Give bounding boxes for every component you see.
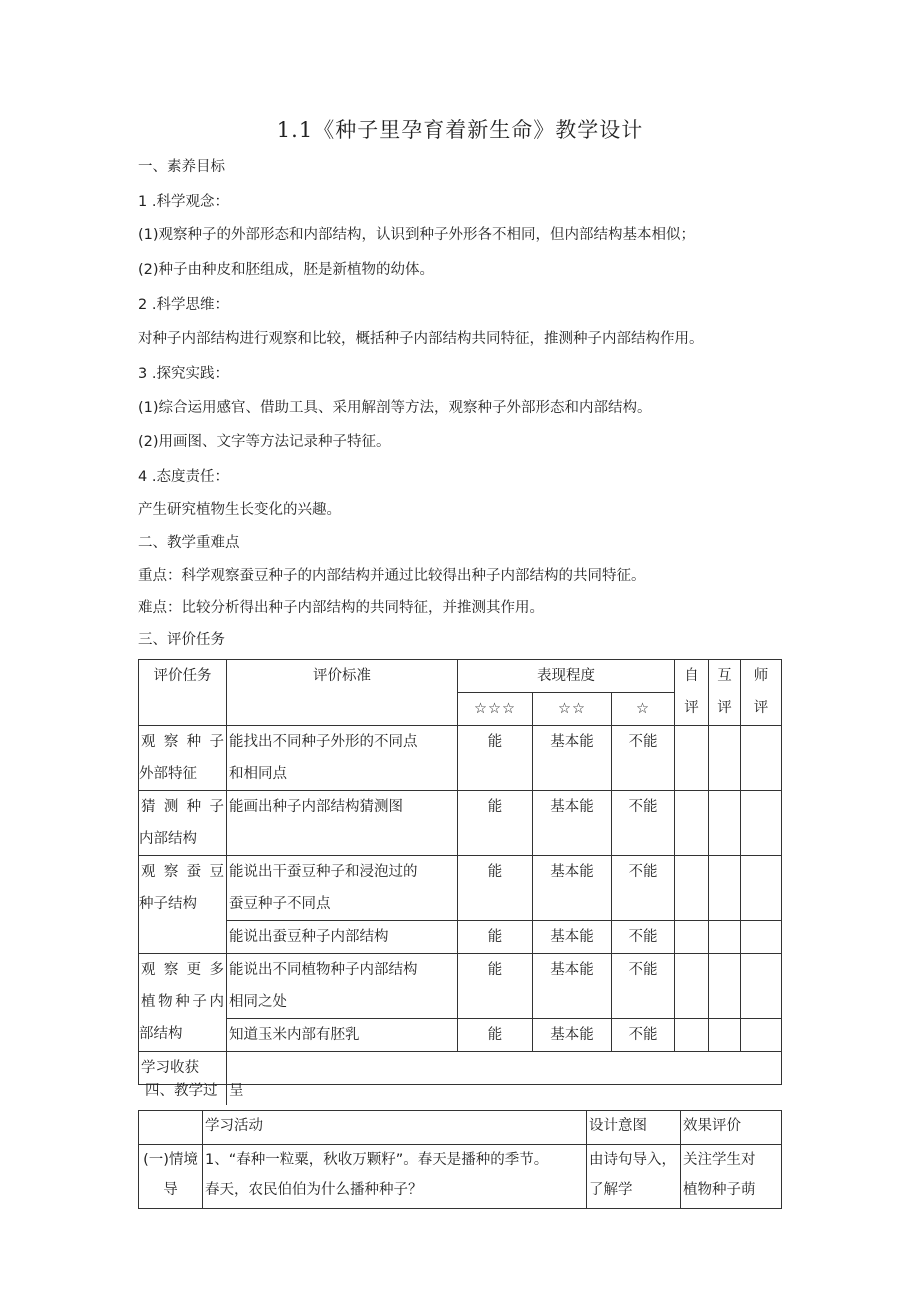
criteria-cell: 能画出种子内部结构猜测图 <box>227 791 458 856</box>
header-cell: 效果评价 <box>681 1111 782 1145</box>
header-cell: 学习活动 <box>203 1111 587 1145</box>
section-heading-4: 四、教学过 <box>145 1083 218 1099</box>
level-cell: 能 <box>458 856 533 921</box>
level-cell: 能 <box>458 921 533 954</box>
level-cell: 能 <box>458 1019 533 1052</box>
level-cell: 不能 <box>612 921 675 954</box>
paragraph: 对种子内部结构进行观察和比较，概括种子内部结构共同特征，推测种子内部结构作用。 <box>138 331 704 347</box>
gain-content-cell <box>227 1052 782 1085</box>
intent-cell: 由诗句导入， 了解学 <box>587 1145 681 1209</box>
level-cell: 不能 <box>612 791 675 856</box>
stage-cell: (一)情境 导 <box>139 1145 203 1209</box>
level-cell: 不能 <box>612 1019 675 1052</box>
level-cell: 基本能 <box>533 726 612 791</box>
section-heading-4-tail: 呈 <box>226 1081 244 1105</box>
star-cell: ☆ <box>612 693 675 726</box>
criteria-cell: 知道玉米内部有胚乳 <box>227 1019 458 1052</box>
level-cell: 基本能 <box>533 1019 612 1052</box>
header-cell: 设计意图 <box>587 1111 681 1145</box>
paragraph: 重点：科学观察蚕豆种子的内部结构并通过比较得出种子内部结构的共同特征。 <box>138 568 646 584</box>
header-cell: 互 评 <box>709 660 741 726</box>
star-cell: ☆☆☆ <box>458 693 533 726</box>
table-row <box>139 921 782 954</box>
header-cell <box>139 1111 203 1145</box>
section-heading-3: 三、评价任务 <box>138 632 225 648</box>
table-row <box>139 1019 782 1052</box>
level-cell: 基本能 <box>533 954 612 1019</box>
table-row <box>139 856 782 921</box>
subheading-2: 2 .科学思维： <box>138 297 229 313</box>
task-cell: 观察更多 植物种子内 部结构 <box>139 954 227 1052</box>
header-cell: 评价标准 <box>227 660 458 726</box>
paragraph: (2)用画图、文字等方法记录种子特征。 <box>138 434 391 450</box>
level-cell: 不能 <box>612 954 675 1019</box>
activity-cell: 1、“春种一粒粟，秋收万颗籽”。春天是播种的季节。 春天，农民伯伯为什么播种种子？ <box>203 1145 587 1209</box>
task-cell: 观察蚕豆 种子结构 <box>139 856 227 954</box>
table-row <box>139 660 782 693</box>
task-cell: 观察种子 外部特征 <box>139 726 227 791</box>
level-cell: 能 <box>458 726 533 791</box>
paragraph: (2)种子由种皮和胚组成，胚是新植物的幼体。 <box>138 262 435 278</box>
table-row <box>139 726 782 791</box>
criteria-cell: 能说出干蚕豆种子和浸泡过的 蚕豆种子不同点 <box>227 856 458 921</box>
level-cell: 基本能 <box>533 791 612 856</box>
subheading-3: 3 .探究实践： <box>138 366 229 382</box>
star-cell: ☆☆ <box>533 693 612 726</box>
section-heading-1: 一、素养目标 <box>138 159 225 175</box>
criteria-cell: 能说出不同植物种子内部结构 相同之处 <box>227 954 458 1019</box>
paragraph: (1)综合运用感官、借助工具、采用解剖等方法，观察种子外部形态和内部结构。 <box>138 400 652 416</box>
level-cell: 基本能 <box>533 856 612 921</box>
paragraph: (1)观察种子的外部形态和内部结构，认识到种子外形各不相同，但内部结构基本相似； <box>138 227 696 243</box>
subheading-4: 4 .态度责任： <box>138 469 229 485</box>
criteria-cell: 能找出不同种子外形的不同点 和相同点 <box>227 726 458 791</box>
paragraph: 难点：比较分析得出种子内部结构的共同特征，并推测其作用。 <box>138 600 544 616</box>
task-cell: 猜测种子 内部结构 <box>139 791 227 856</box>
effect-cell: 关注学生对 植物种子萌 <box>681 1145 782 1209</box>
level-cell: 不能 <box>612 856 675 921</box>
table-row <box>139 1145 782 1209</box>
process-table <box>138 1110 782 1209</box>
page-title: 1.1《种子里孕育着新生命》教学设计 <box>276 118 644 142</box>
table-row <box>139 1111 782 1145</box>
level-cell: 能 <box>458 954 533 1019</box>
criteria-cell: 能说出蚕豆种子内部结构 <box>227 921 458 954</box>
level-cell: 基本能 <box>533 921 612 954</box>
table-row <box>139 1052 782 1085</box>
header-cell: 师 评 <box>741 660 782 726</box>
level-cell: 不能 <box>612 726 675 791</box>
header-cell: 评价任务 <box>139 660 227 726</box>
level-cell: 能 <box>458 791 533 856</box>
evaluation-table <box>138 659 782 1085</box>
header-cell: 自 评 <box>675 660 709 726</box>
subheading-1: 1 .科学观念： <box>138 194 229 210</box>
gain-label-cell: 学习收获 <box>139 1052 227 1085</box>
paragraph: 产生研究植物生长变化的兴趣。 <box>138 502 341 518</box>
table-row <box>139 954 782 1019</box>
section-heading-2: 二、教学重难点 <box>138 535 240 551</box>
table-row <box>139 791 782 856</box>
header-cell: 表现程度 <box>458 660 675 693</box>
